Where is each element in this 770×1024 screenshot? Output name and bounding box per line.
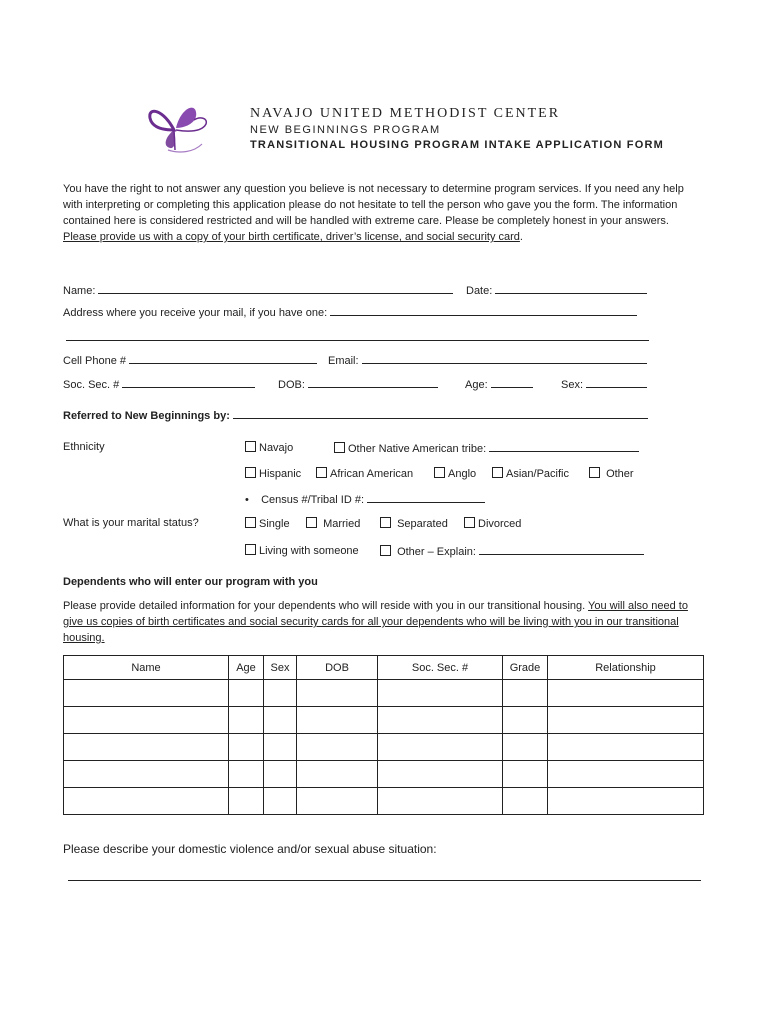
name-field[interactable] xyxy=(98,283,453,294)
checkbox-icon[interactable] xyxy=(245,544,256,555)
ethnicity-asian-pacific-option[interactable] xyxy=(492,467,569,480)
census-field[interactable] xyxy=(367,492,485,503)
column-header: Grade xyxy=(503,656,548,680)
divorced-label: Divorced xyxy=(478,518,522,530)
checkbox-icon[interactable] xyxy=(245,517,256,528)
table-cell[interactable] xyxy=(297,788,378,815)
address-row xyxy=(63,305,637,319)
table-cell[interactable] xyxy=(548,788,704,815)
table-cell[interactable] xyxy=(229,680,264,707)
column-header: Age xyxy=(229,656,264,680)
cell-field[interactable] xyxy=(129,353,317,364)
violence-row xyxy=(68,870,701,884)
ethnicity-african-american-option[interactable] xyxy=(316,467,413,480)
marital-separated-option[interactable] xyxy=(380,517,448,530)
table-cell[interactable] xyxy=(229,707,264,734)
table-cell[interactable] xyxy=(264,707,297,734)
intro-paragraph xyxy=(63,181,703,245)
african-american-label: African American xyxy=(330,468,414,480)
ssn-field[interactable] xyxy=(122,377,255,388)
table-cell[interactable] xyxy=(548,761,704,788)
referred-field[interactable] xyxy=(233,408,648,419)
table-cell[interactable] xyxy=(64,707,229,734)
table-cell[interactable] xyxy=(297,707,378,734)
column-header: Sex xyxy=(264,656,297,680)
other-native-field[interactable] xyxy=(489,441,639,452)
referred-row xyxy=(63,408,648,422)
ethnicity-other-native-option[interactable] xyxy=(334,441,639,455)
other-explain-field[interactable] xyxy=(479,544,644,555)
checkbox-icon[interactable] xyxy=(306,517,317,528)
butterfly-logo-icon xyxy=(144,100,214,158)
dependents-text: Please provide detailed information for your dependents who will reside with you in our transitional housing. xyxy=(63,600,589,612)
table-row xyxy=(64,680,704,707)
marital-living-with-option[interactable] xyxy=(245,544,359,557)
marital-label: What is your marital status? xyxy=(63,517,199,529)
table-cell[interactable] xyxy=(264,734,297,761)
table-cell[interactable] xyxy=(264,788,297,815)
dependents-documents-note: You will also need to give us copies of birth certificates and social security cards for all your dependents who will be living with you in our transitional housing. xyxy=(63,600,688,644)
ssn-label: Soc. Sec. # xyxy=(63,379,120,391)
marital-other-option[interactable] xyxy=(380,544,644,558)
checkbox-icon[interactable] xyxy=(334,442,345,453)
email-field[interactable] xyxy=(362,353,647,364)
address-label: Address where you receive your mail, if you have one: xyxy=(63,307,328,319)
date-row xyxy=(466,283,647,297)
name-label: Name: xyxy=(63,285,96,297)
table-cell[interactable] xyxy=(64,761,229,788)
violence-label: Please describe your domestic violence and/or sexual abuse situation: xyxy=(63,842,437,856)
table-row xyxy=(64,788,704,815)
checkbox-icon[interactable] xyxy=(464,517,475,528)
asian-pacific-label: Asian/Pacific xyxy=(506,468,569,480)
checkbox-icon[interactable] xyxy=(380,517,391,528)
cell-row xyxy=(63,353,317,367)
table-cell[interactable] xyxy=(64,788,229,815)
sex-label: Sex: xyxy=(561,379,584,391)
date-label: Date: xyxy=(466,285,493,297)
table-cell[interactable] xyxy=(64,734,229,761)
email-row xyxy=(328,353,647,367)
single-label: Single xyxy=(259,518,290,530)
dob-label: DOB: xyxy=(278,379,305,391)
census-row xyxy=(245,492,485,506)
table-cell[interactable] xyxy=(297,680,378,707)
checkbox-icon[interactable] xyxy=(434,467,445,478)
other-native-label: Other Native American tribe: xyxy=(348,443,487,455)
form-title: TRANSITIONAL HOUSING PROGRAM INTAKE APPLICATION FORM xyxy=(250,139,664,151)
census-label: Census #/Tribal ID #: xyxy=(261,494,365,506)
anglo-label: Anglo xyxy=(448,468,477,480)
other-label: Other xyxy=(606,468,634,480)
table-cell[interactable] xyxy=(503,761,548,788)
table-cell[interactable] xyxy=(229,761,264,788)
violence-field[interactable] xyxy=(68,870,701,881)
table-header-row xyxy=(64,656,704,680)
address-field-2[interactable] xyxy=(66,330,649,341)
table-cell[interactable] xyxy=(229,734,264,761)
table-row xyxy=(64,707,704,734)
address-row-2 xyxy=(66,330,649,344)
checkbox-icon[interactable] xyxy=(316,467,327,478)
intro-end: . xyxy=(519,231,523,243)
table-cell[interactable] xyxy=(378,734,503,761)
table-cell[interactable] xyxy=(378,761,503,788)
ethnicity-label: Ethnicity xyxy=(63,441,105,453)
column-header: DOB xyxy=(297,656,378,680)
table-cell[interactable] xyxy=(503,680,548,707)
table-cell[interactable] xyxy=(64,680,229,707)
navajo-label: Navajo xyxy=(259,442,294,454)
address-field[interactable] xyxy=(330,305,637,316)
column-header: Name xyxy=(64,656,229,680)
sex-row xyxy=(561,377,647,391)
checkbox-icon[interactable] xyxy=(492,467,503,478)
email-label: Email: xyxy=(328,355,359,367)
other-explain-label: Other – Explain: xyxy=(397,546,476,558)
name-row xyxy=(63,283,453,297)
dependents-heading: Dependents who will enter our program with you xyxy=(63,576,318,588)
age-label: Age: xyxy=(465,379,488,391)
date-field[interactable] xyxy=(495,283,647,294)
living-with-label: Living with someone xyxy=(259,545,359,557)
checkbox-icon[interactable] xyxy=(245,467,256,478)
ssn-row xyxy=(63,377,255,391)
org-title: NAVAJO UNITED METHODIST CENTER xyxy=(250,106,561,121)
table-cell[interactable] xyxy=(378,680,503,707)
table-cell[interactable] xyxy=(548,734,704,761)
age-row xyxy=(465,377,533,391)
table-cell[interactable] xyxy=(503,734,548,761)
table-cell[interactable] xyxy=(378,707,503,734)
ethnicity-navajo-option[interactable] xyxy=(245,441,293,454)
table-cell[interactable] xyxy=(297,734,378,761)
table-cell[interactable] xyxy=(297,761,378,788)
dependents-paragraph xyxy=(63,598,708,646)
marital-single-option[interactable] xyxy=(245,517,290,530)
table-row xyxy=(64,761,704,788)
column-header: Relationship xyxy=(548,656,704,680)
ethnicity-anglo-option[interactable] xyxy=(434,467,476,480)
table-cell[interactable] xyxy=(503,788,548,815)
ethnicity-other-option[interactable] xyxy=(589,467,634,480)
table-cell[interactable] xyxy=(264,761,297,788)
checkbox-icon[interactable] xyxy=(589,467,600,478)
ethnicity-hispanic-option[interactable] xyxy=(245,467,301,480)
age-field[interactable] xyxy=(491,377,533,388)
bullet-icon: • xyxy=(245,494,249,506)
checkbox-icon[interactable] xyxy=(380,545,391,556)
referred-label: Referred to New Beginnings by: xyxy=(63,410,230,422)
marital-divorced-option[interactable] xyxy=(464,517,521,530)
hispanic-label: Hispanic xyxy=(259,468,302,480)
married-label: Married xyxy=(323,518,361,530)
table-cell[interactable] xyxy=(378,788,503,815)
checkbox-icon[interactable] xyxy=(245,441,256,452)
intro-text: You have the right to not answer any question you believe is not necessary to determine program services. If you need any help with interpreting or completing this application please do not hesitate to tell the person who gave you the form. The information contained here is considered restricted and will be handled with extreme care. Please be completely honest in your answers. xyxy=(63,183,684,227)
program-title: NEW BEGINNINGS PROGRAM xyxy=(250,124,441,136)
table-cell[interactable] xyxy=(548,680,704,707)
column-header: Soc. Sec. # xyxy=(378,656,503,680)
table-cell[interactable] xyxy=(503,707,548,734)
table-cell[interactable] xyxy=(264,680,297,707)
sex-field[interactable] xyxy=(586,377,647,388)
cell-label: Cell Phone # xyxy=(63,355,126,367)
table-row xyxy=(64,734,704,761)
table-cell[interactable] xyxy=(548,707,704,734)
dependents-table xyxy=(63,655,704,815)
separated-label: Separated xyxy=(397,518,448,530)
dob-row xyxy=(278,377,438,391)
marital-married-option[interactable] xyxy=(306,517,360,530)
intro-documents-note: Please provide us with a copy of your birth certificate, driver’s license, and social security card xyxy=(63,231,520,243)
dob-field[interactable] xyxy=(308,377,438,388)
table-cell[interactable] xyxy=(229,788,264,815)
